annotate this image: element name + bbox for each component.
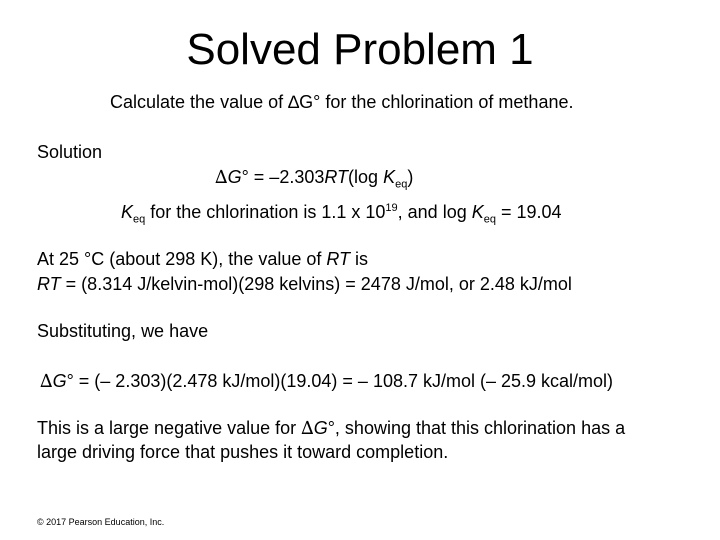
solution-label: Solution <box>37 142 103 162</box>
rt-variable: RT <box>326 249 351 269</box>
substituting-text: Substituting, we have <box>37 321 209 341</box>
rt-variable: RT <box>37 274 61 294</box>
keq-text: , and log <box>397 202 472 222</box>
eq-subscript: eq <box>133 213 146 226</box>
temperature-text: is <box>350 249 369 269</box>
k-variable: K <box>471 202 484 222</box>
k-variable: K <box>383 167 396 187</box>
delta-symbol: ∆ <box>215 167 228 188</box>
conclusion-text: °, showing that this chlorination has a <box>327 418 626 438</box>
temperature-text: At 25 °C (about 298 K), the value of <box>37 249 327 269</box>
free-energy-equation <box>215 165 413 190</box>
result-equation <box>40 369 613 394</box>
conclusion-line-1 <box>37 416 625 441</box>
g-variable: G <box>52 371 67 391</box>
keq-line <box>121 200 562 224</box>
equation-part: (log <box>348 167 384 187</box>
k-variable: K <box>121 202 134 222</box>
eq-subscript: eq <box>483 213 496 226</box>
slide-title: Solved Problem 1 <box>186 25 534 74</box>
rt-calculation-line <box>37 272 572 296</box>
temperature-line <box>37 247 368 271</box>
equation-part: ) <box>407 167 414 187</box>
keq-text: for the chlorination is 1.1 x 10 <box>145 202 386 222</box>
rt-variable: RT <box>324 167 349 187</box>
exponent: 19 <box>385 202 398 214</box>
copyright-notice: © 2017 Pearson Education, Inc. <box>37 517 165 527</box>
equation-part: ° = –2.303 <box>241 167 325 187</box>
delta-symbol: ∆ <box>40 371 53 392</box>
delta-symbol: ∆ <box>301 418 314 439</box>
conclusion-line-2: large driving force that pushes it toward completion. <box>37 442 449 462</box>
rt-calculation-text: = (8.314 J/kelvin-mol)(298 kelvins) = 2478 J/mol, or 2.48 kJ/mol <box>60 274 572 294</box>
g-variable: G <box>313 418 328 438</box>
result-text: ° = (– 2.303)(2.478 kJ/mol)(19.04) = – 108.7 kJ/mol (– 25.9 kcal/mol) <box>66 371 614 391</box>
question-text: Calculate the value of ∆G° for the chlorination of methane. <box>110 92 574 112</box>
keq-text: = 19.04 <box>495 202 562 222</box>
conclusion-text: This is a large negative value for <box>37 418 302 438</box>
g-variable: G <box>227 167 242 187</box>
eq-subscript: eq <box>395 178 408 191</box>
